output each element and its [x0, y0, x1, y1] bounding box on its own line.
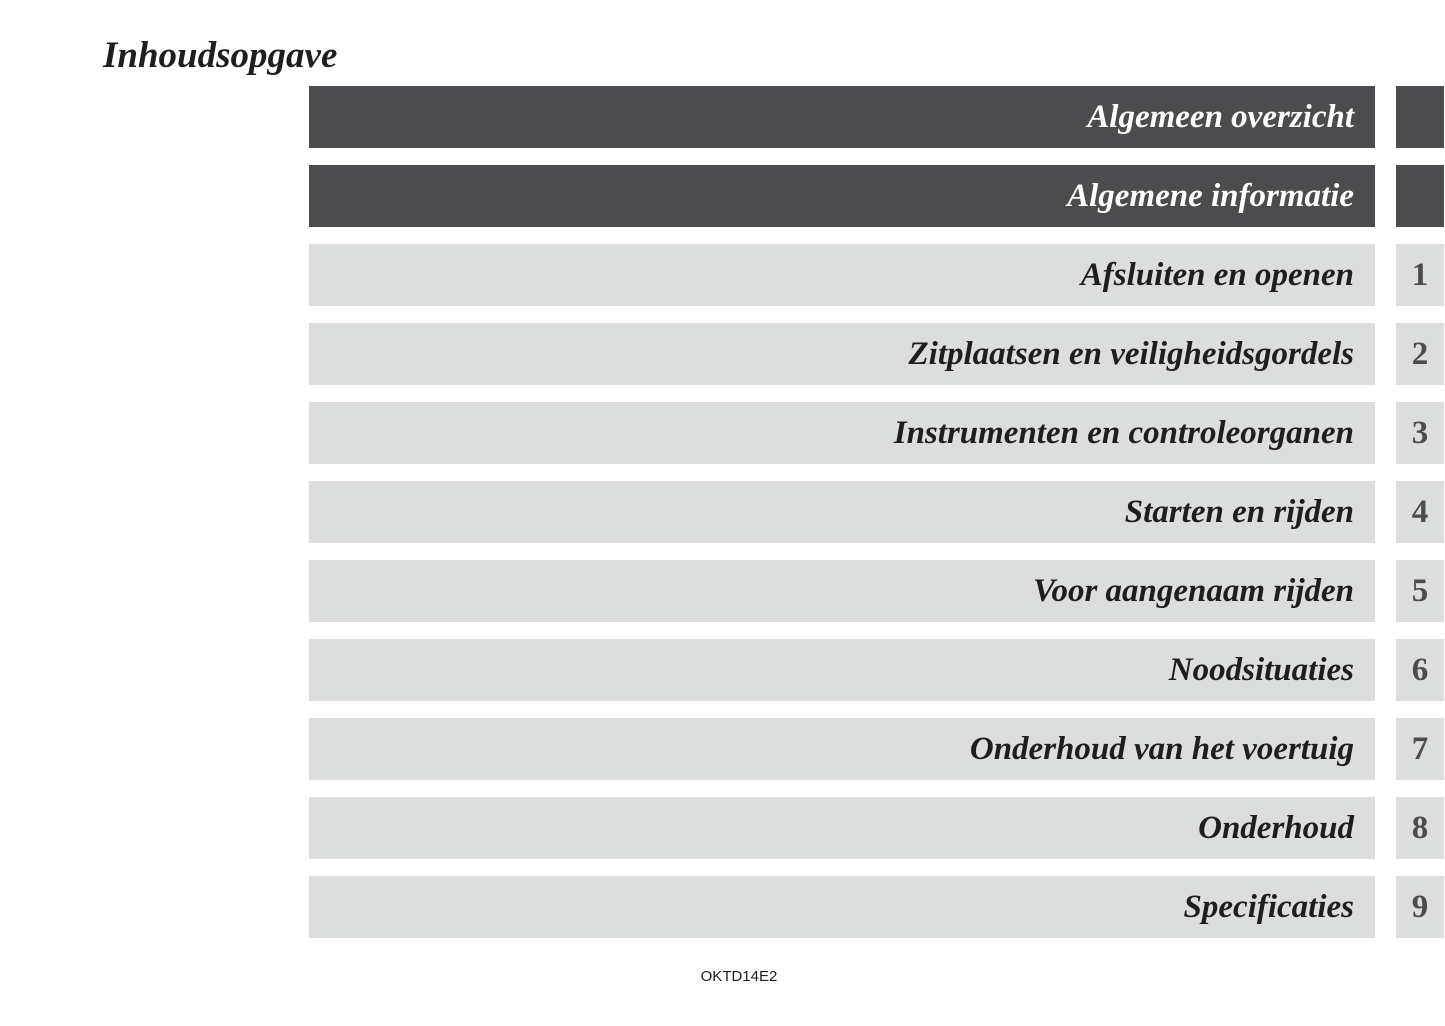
toc-item-onderhoud[interactable] — [309, 797, 1445, 859]
chapter-tab[interactable] — [1396, 86, 1444, 148]
toc-item-voor-aangenaam-rijden[interactable] — [309, 560, 1445, 622]
toc-item-zitplaatsen[interactable] — [309, 323, 1445, 385]
table-of-contents — [309, 86, 1445, 955]
toc-item-label[interactable]: Algemeen overzicht — [309, 86, 1375, 148]
chapter-tab[interactable] — [1396, 165, 1444, 227]
chapter-tab-number[interactable]: 9 — [1396, 876, 1444, 938]
chapter-tab-number[interactable]: 3 — [1396, 402, 1444, 464]
toc-item-label[interactable]: Afsluiten en openen — [309, 244, 1375, 306]
toc-item-label[interactable]: Noodsituaties — [309, 639, 1375, 701]
toc-item-label[interactable]: Voor aangenaam rijden — [309, 560, 1375, 622]
page-title: Inhoudsopgave — [103, 35, 338, 76]
toc-item-label[interactable]: Zitplaatsen en veiligheidsgordels — [309, 323, 1375, 385]
document-code: OKTD14E2 — [700, 968, 778, 985]
chapter-tab-number[interactable]: 4 — [1396, 481, 1444, 543]
chapter-tab-number[interactable]: 5 — [1396, 560, 1444, 622]
chapter-tab-number[interactable]: 6 — [1396, 639, 1444, 701]
toc-item-label[interactable]: Specificaties — [309, 876, 1375, 938]
toc-item-afsluiten-en-openen[interactable] — [309, 244, 1445, 306]
chapter-tab-number[interactable]: 1 — [1396, 244, 1444, 306]
toc-item-starten-en-rijden[interactable] — [309, 481, 1445, 543]
toc-item-algemene-informatie[interactable] — [309, 165, 1445, 227]
toc-item-algemeen-overzicht[interactable] — [309, 86, 1445, 148]
chapter-tab-number[interactable]: 7 — [1396, 718, 1444, 780]
toc-item-noodsituaties[interactable] — [309, 639, 1445, 701]
toc-item-label[interactable]: Algemene informatie — [309, 165, 1375, 227]
toc-item-label[interactable]: Onderhoud van het voertuig — [309, 718, 1375, 780]
toc-item-instrumenten[interactable] — [309, 402, 1445, 464]
chapter-tab-number[interactable]: 2 — [1396, 323, 1444, 385]
toc-item-specificaties[interactable] — [309, 876, 1445, 938]
toc-item-onderhoud-van-het-voertuig[interactable] — [309, 718, 1445, 780]
toc-item-label[interactable]: Onderhoud — [309, 797, 1375, 859]
toc-item-label[interactable]: Instrumenten en controleorganen — [309, 402, 1375, 464]
toc-item-label[interactable]: Starten en rijden — [309, 481, 1375, 543]
chapter-tab-number[interactable]: 8 — [1396, 797, 1444, 859]
